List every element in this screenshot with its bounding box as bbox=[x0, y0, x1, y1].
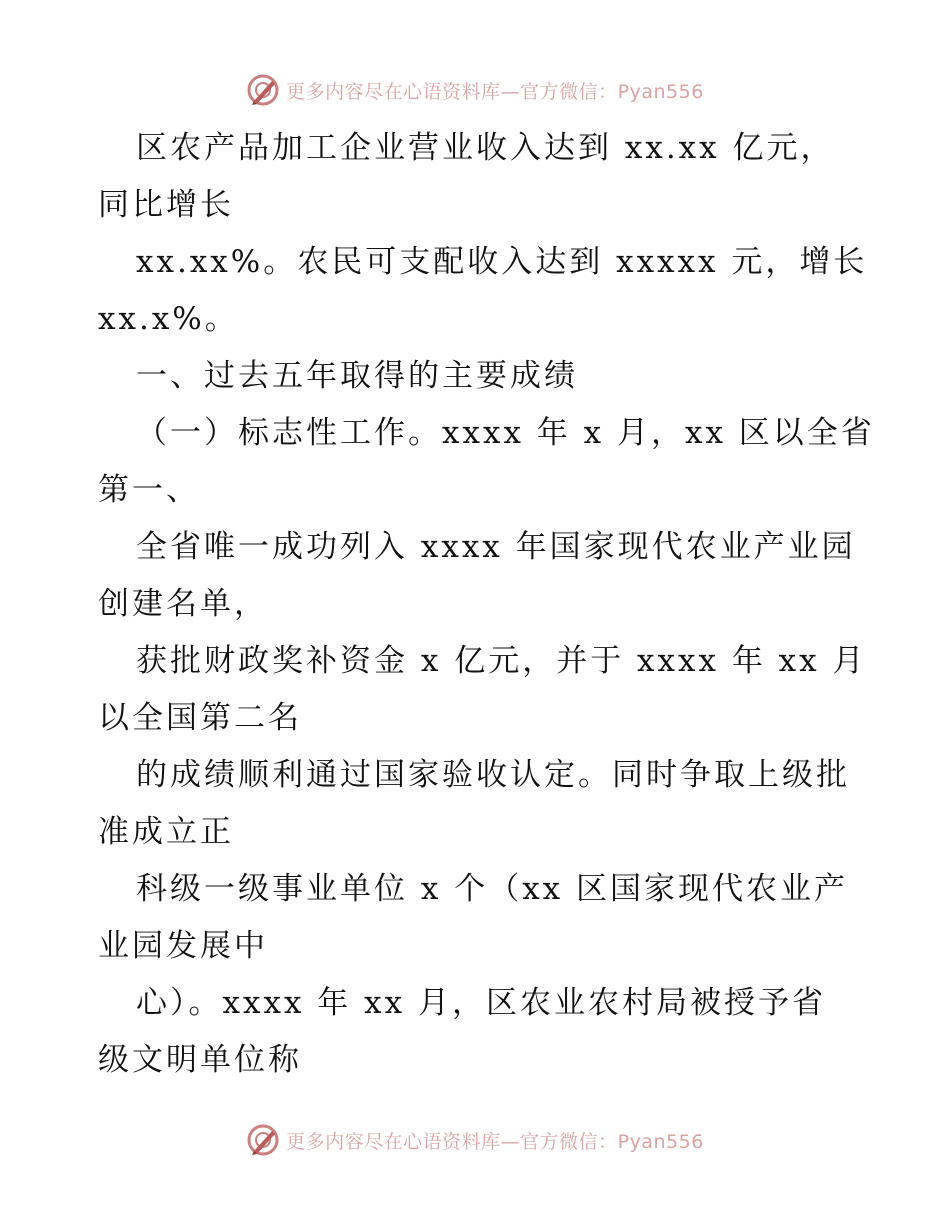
pen-logo-icon bbox=[246, 1123, 280, 1157]
text-line-13: 准成立正 bbox=[98, 814, 234, 850]
text-line-7: 第一、 bbox=[98, 472, 200, 508]
text-line-17: 级文明单位称 bbox=[98, 1042, 302, 1078]
text-line-16: 心）。xxxx 年 xx 月，区农业农村局被授予省 bbox=[136, 985, 826, 1021]
text-line-9: 创建名单， bbox=[98, 586, 268, 622]
pen-logo-icon bbox=[246, 73, 280, 107]
text-line-4: xx.x%。 bbox=[98, 301, 239, 337]
text-line-10: 获批财政奖补资金 x 亿元，并于 xxxx 年 xx 月 bbox=[136, 643, 867, 679]
text-line-14: 科级一级事业单位 x 个（xx 区国家现代农业产 bbox=[136, 871, 849, 907]
section-heading: 一、过去五年取得的主要成绩 bbox=[136, 358, 578, 394]
text-line-11: 以全国第二名 bbox=[98, 700, 302, 736]
text-line-12: 的成绩顺利通过国家验收认定。同时争取上级批 bbox=[136, 757, 850, 793]
text-line-1: 区农产品加工企业营业收入达到 xx.xx 亿元， bbox=[136, 130, 835, 166]
watermark-text: 更多内容尽在心语资料库—官方微信：Pyan556 bbox=[286, 80, 704, 103]
watermark-text: 更多内容尽在心语资料库—官方微信：Pyan556 bbox=[286, 1130, 704, 1153]
document-body bbox=[98, 120, 875, 1089]
header-watermark bbox=[0, 70, 950, 110]
text-line-15: 业园发展中 bbox=[98, 928, 268, 964]
text-line-6: （一）标志性工作。xxxx 年 x 月，xx 区以全省 bbox=[136, 415, 875, 451]
footer-watermark bbox=[0, 1120, 950, 1160]
text-line-3: xx.xx%。农民可支配收入达到 xxxxx 元，增长 bbox=[136, 244, 868, 280]
text-line-2: 同比增长 bbox=[98, 187, 234, 223]
text-line-8: 全省唯一成功列入 xxxx 年国家现代农业产业园 bbox=[136, 529, 856, 565]
